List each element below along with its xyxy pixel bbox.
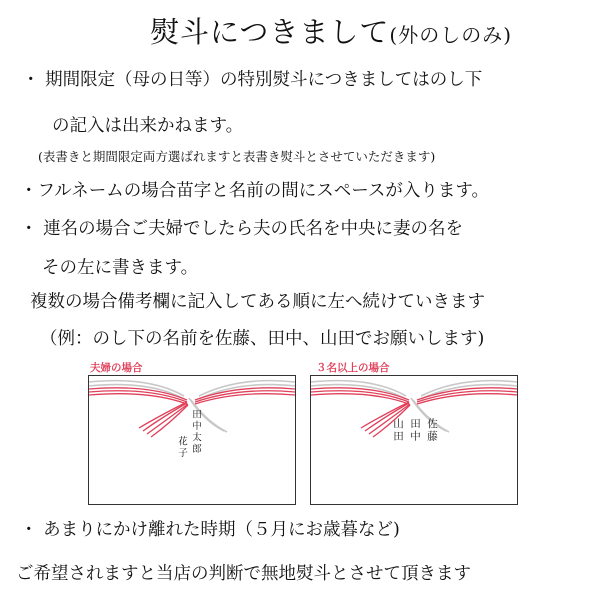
noshi-card-multi [310,375,518,505]
page-title: 熨斗につきまして(外のしのみ) [150,15,513,49]
note-plain-noshi: ご希望されますと当店の判断で無地熨斗とさせて頂きます [16,564,471,584]
note-multiple: 複数の場合備考欄に記入してある順に左へ続けていきます [30,292,485,312]
note-seasonal-cont: の記入は出来かねます。 [52,116,244,136]
card-label-multi: ３名以上の場合 [316,362,390,374]
note-joint-names-cont: その左に書きます。 [42,258,199,278]
note-seasonal-detail: (表書きと期間限定両方選ばれますと表書き熨斗とさせていただきます) [38,149,436,164]
note-joint-names: ・ 連名の場合ご夫婦でしたら夫の氏名を中央に妻の名を [20,219,464,239]
wife-name: 花子 [176,436,187,459]
note-seasonal: ・ 期間限定（母の日等）の特別熨斗につきましてはのし下 [22,70,483,90]
note-example: （例：のし下の名前を佐藤、田中、山田でお願いします) [40,329,485,349]
note-fullname: ・フルネームの場合苗字と名前の間にスペースが入ります。 [20,181,489,201]
name-first: 佐藤 [426,418,438,443]
page-subtitle: (外のしのみ) [389,23,513,47]
note-timing: ・ あまりにかけ離れた時期（５月にお歳暮など) [20,520,400,540]
noshi-card-couple [88,375,296,505]
name-third: 山田 [392,418,404,443]
name-second: 田中 [409,418,421,443]
card-label-couple: 夫婦の場合 [90,362,143,374]
husband-name: 田中太郎 [190,409,201,455]
